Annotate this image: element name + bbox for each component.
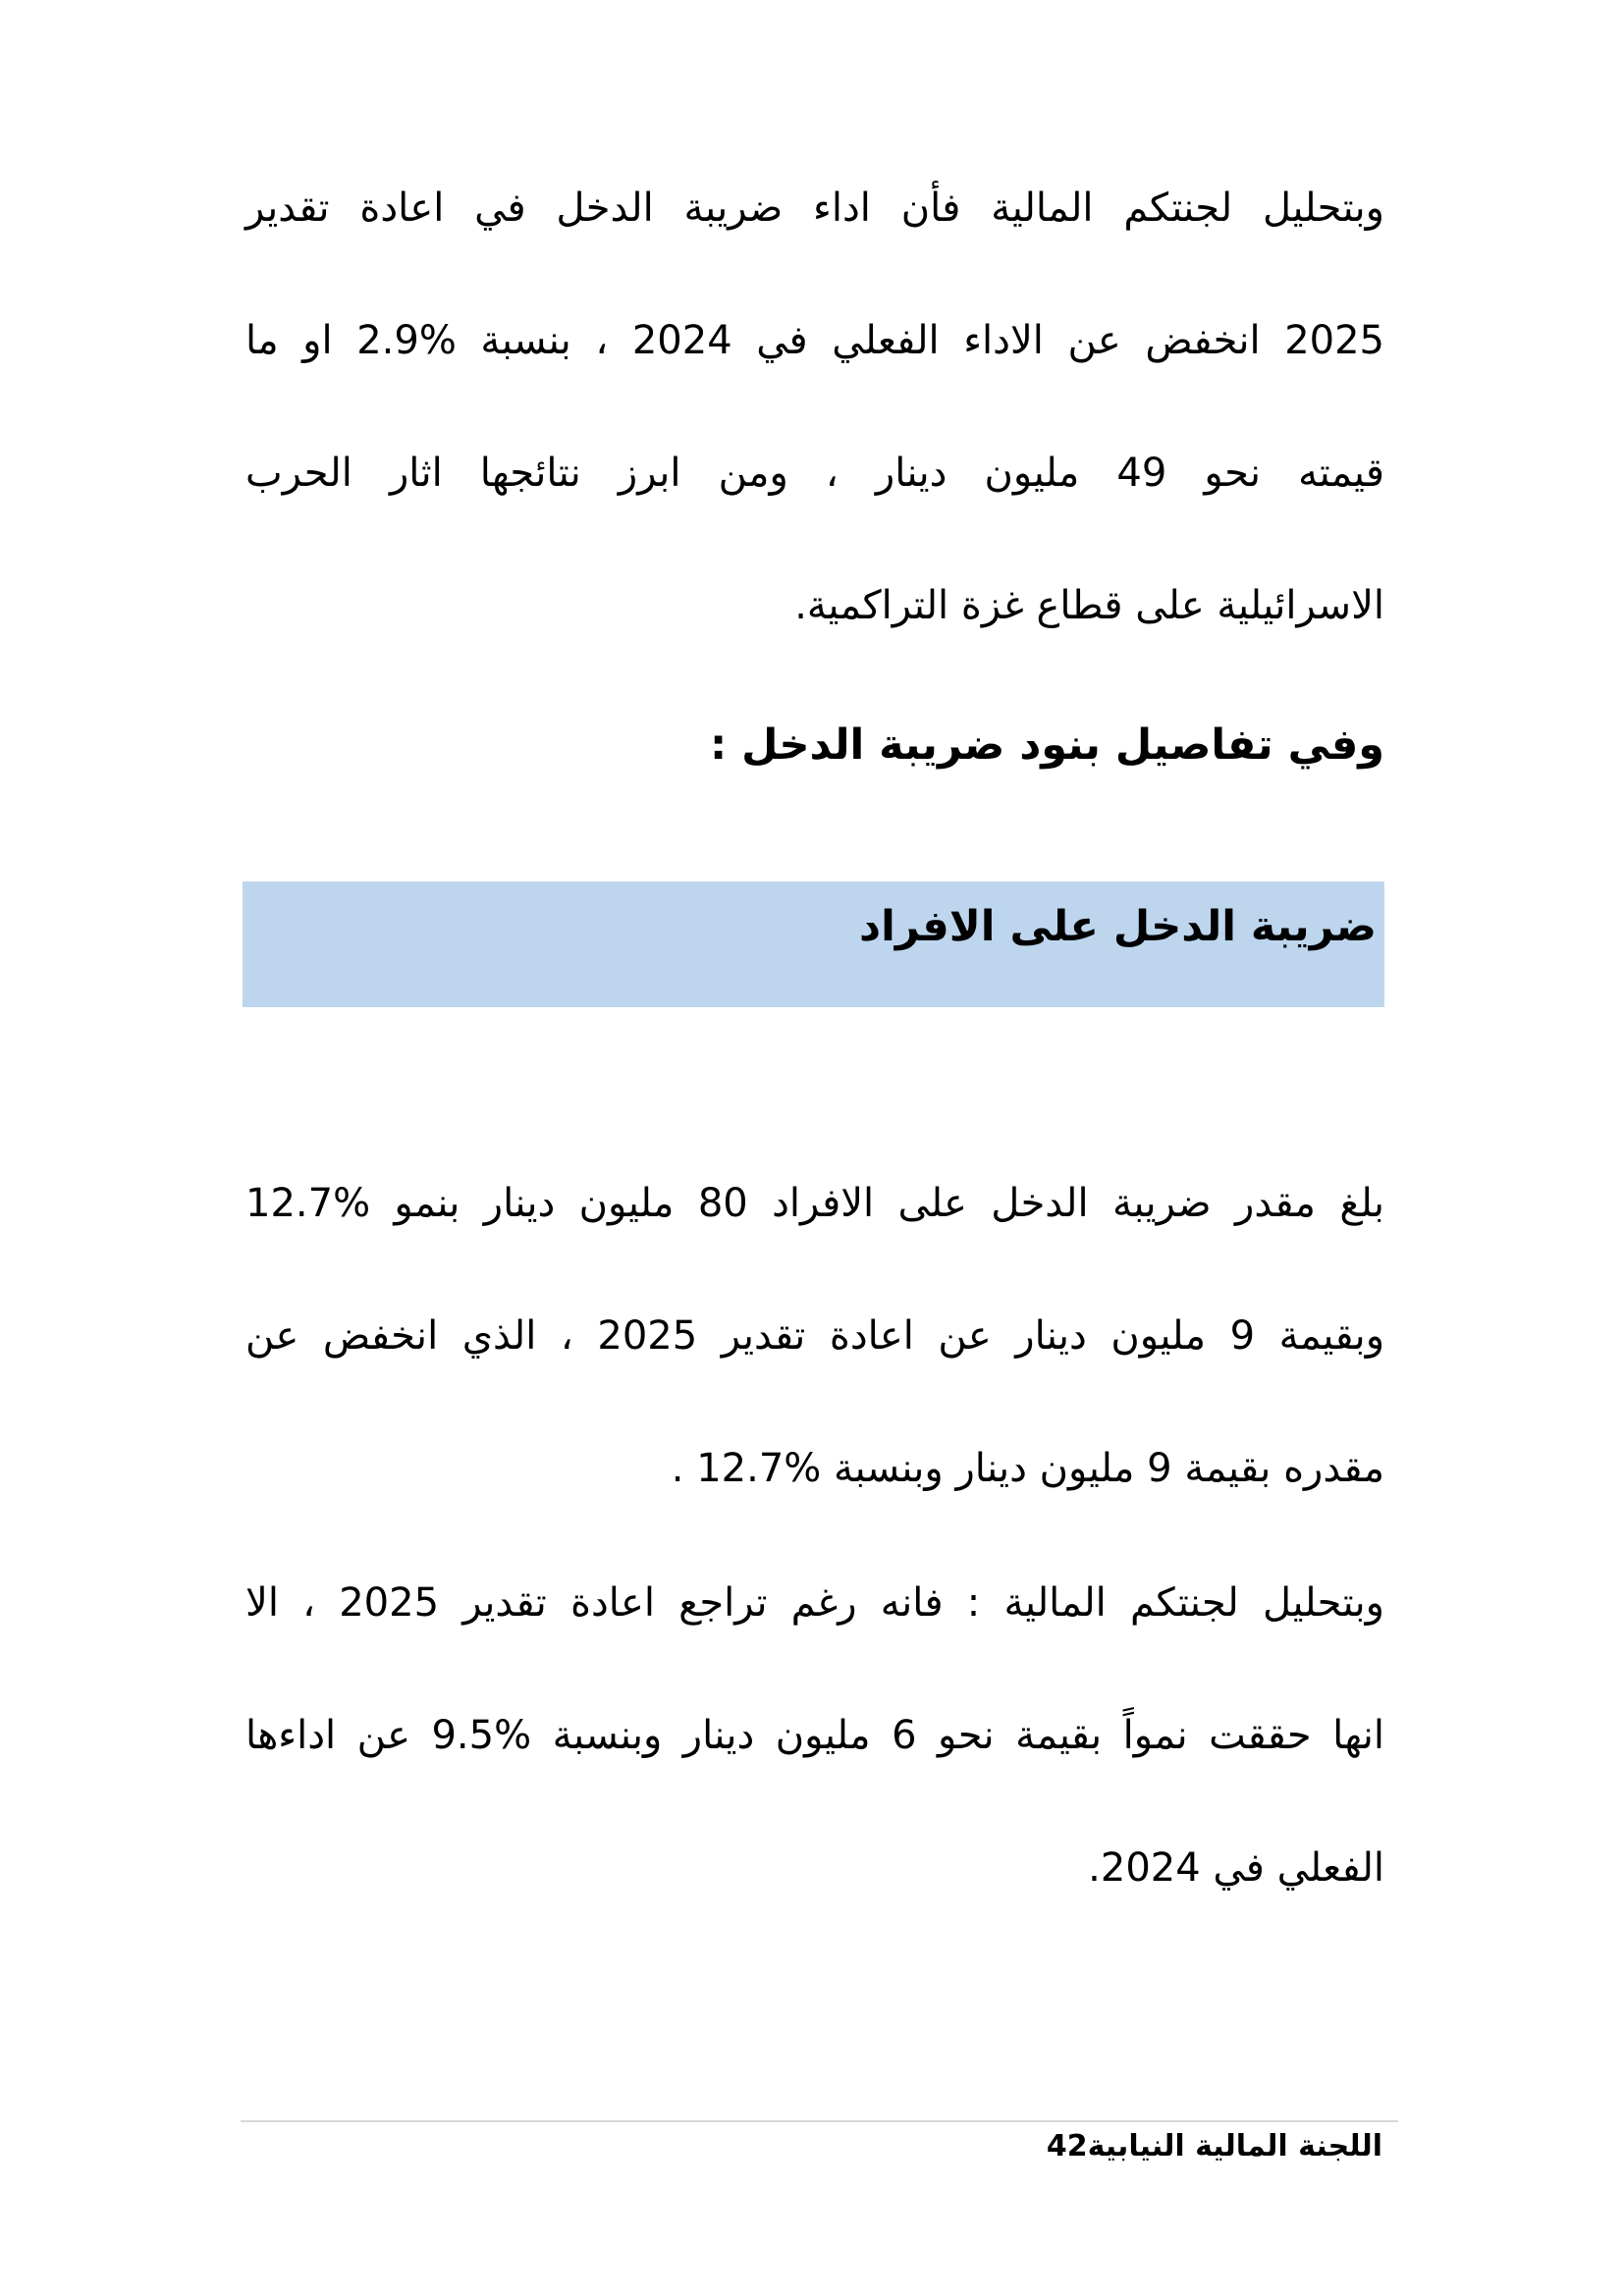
paragraph-3-line-3: الفعلي في 2024. xyxy=(1088,1845,1384,1891)
paragraph-2-line-1: بلغ مقدر ضريبة الدخل على الافراد 80 مليون دينار بنمو %12.7 xyxy=(245,1181,1385,1226)
paragraph-individual-income-tax-figures xyxy=(245,1138,1384,1535)
section-heading-income-tax-details: وفي تفاصيل بنود ضريبة الدخل : xyxy=(709,721,1384,770)
footer-page-number: 42 xyxy=(1046,2129,1088,2163)
footer-committee-name: اللجنة المالية النيابية xyxy=(1087,2129,1382,2163)
highlight-banner-individual-income-tax xyxy=(243,881,1384,1007)
paragraph-1-line-3: قيمته نحو 49 مليون دينار ، ومن ابرز نتائجها اثار الحرب xyxy=(245,451,1384,496)
paragraph-3-line-1: وبتحليل لجنتكم المالية : فانه رغم تراجع اعادة تقدير 2025 ، الا xyxy=(245,1580,1384,1626)
paragraph-1-line-2: 2025 انخفض عن الاداء الفعلي في 2024 ، بنسبة %2.9 او ما xyxy=(245,318,1384,363)
paragraph-1-line-1: وبتحليل لجنتكم المالية فأن اداء ضريبة الدخل في اعادة تقدير xyxy=(245,186,1384,231)
paragraph-income-tax-analysis xyxy=(245,142,1384,672)
page-footer xyxy=(1047,2124,1398,2169)
banner-title: ضريبة الدخل على الافراد xyxy=(859,902,1377,951)
paragraph-2-line-3: مقدره بقيمة 9 مليون دينار وبنسبة %12.7 . xyxy=(671,1446,1384,1491)
footer-divider xyxy=(241,2120,1398,2122)
paragraph-2-line-2: وبقيمة 9 مليون دينار عن اعادة تقدير 2025 ، الذي انخفض عن xyxy=(245,1313,1385,1359)
paragraph-1-line-4: الاسرائيلية على قطاع غزة التراكمية. xyxy=(794,583,1384,628)
paragraph-3-line-2: انها حققت نمواً بقيمة نحو 6 مليون دينار وبنسبة %9.5 عن اداءها xyxy=(245,1713,1385,1758)
paragraph-committee-analysis xyxy=(245,1537,1384,1935)
